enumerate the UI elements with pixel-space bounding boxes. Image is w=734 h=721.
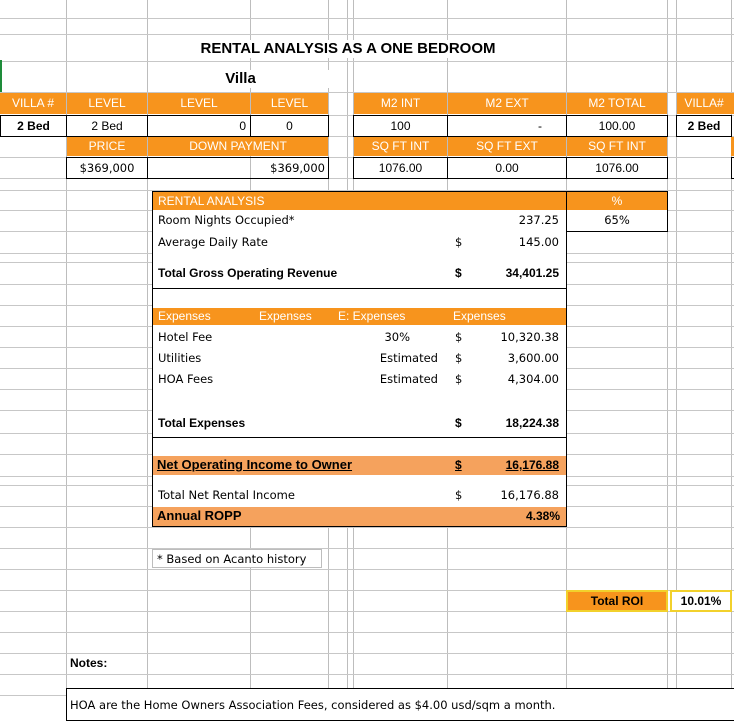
m2-int-value: 100 <box>353 115 448 137</box>
villa-2-value: 2 Bed <box>676 115 732 137</box>
sqft-int-label-2: SQ FT INT <box>567 137 667 156</box>
price-value: $369,000 <box>66 157 148 179</box>
expenses-header-1: Expenses <box>158 309 211 323</box>
expenses-header-2: Expenses <box>259 309 312 323</box>
villa-value: 2 Bed <box>0 115 67 137</box>
level-2-value: 0 <box>147 115 251 137</box>
level-1-value: 2 Bed <box>66 115 148 137</box>
noi-value: 16,176.88 <box>505 458 559 472</box>
total-roi-label: Total ROI <box>566 590 668 612</box>
net-rental-income-label: Total Net Rental Income <box>158 488 295 502</box>
expense-dollar: $ <box>455 372 463 386</box>
occupancy-percent: 65% <box>604 213 630 227</box>
title-line-2: Villa <box>148 70 333 88</box>
gross-separator <box>153 288 566 306</box>
total-expenses-label: Total Expenses <box>158 416 246 430</box>
expense-dollar: $ <box>455 351 463 365</box>
rental-analysis-heading: RENTAL ANALYSIS <box>153 192 566 210</box>
gross-revenue-dollar: $ <box>455 266 462 280</box>
down-payment-label: DOWN PAYMENT <box>148 137 328 156</box>
sqft-int-value: 1076.00 <box>353 157 448 179</box>
gross-revenue-value: 34,401.25 <box>505 266 559 280</box>
expense-label: Hotel Fee <box>158 330 213 344</box>
notes-text: HOA are the Home Owners Association Fees, considered as $4.00 usd/sqm a month. <box>70 698 556 712</box>
expense-basis: Estimated <box>379 351 438 365</box>
title-line-1: RENTAL ANALYSIS AS A ONE BEDROOM <box>148 40 548 58</box>
expenses-separator <box>153 437 566 455</box>
header-m2-int: M2 INT <box>354 93 447 114</box>
header-m2-total: M2 TOTAL <box>567 93 667 114</box>
expense-value: 4,304.00 <box>507 372 559 386</box>
level-3-value: 0 <box>250 115 329 137</box>
down-payment-value: $369,000 <box>147 157 329 179</box>
expense-label: HOA Fees <box>158 372 214 386</box>
sqft-ext-label: SQ FT EXT <box>448 137 566 156</box>
header-level-1: LEVEL <box>67 93 147 114</box>
expenses-header-3: E: Expenses <box>338 309 406 323</box>
room-nights-label: Room Nights Occupied* <box>158 213 295 227</box>
percent-heading: % <box>567 192 667 210</box>
grid-line <box>667 0 668 721</box>
adr-value: 145.00 <box>518 235 559 249</box>
sqft-int-label: SQ FT INT <box>354 137 447 156</box>
total-roi-value: 10.01% <box>670 590 732 612</box>
gross-revenue-label: Total Gross Operating Revenue <box>158 266 338 280</box>
adr-dollar: $ <box>455 235 463 249</box>
m2-ext-value: - <box>447 115 567 137</box>
adr-label: Average Daily Rate <box>158 235 269 249</box>
header-level-3: LEVEL <box>251 93 328 114</box>
net-rental-income-dollar: $ <box>455 488 463 502</box>
selection-marker <box>0 60 2 92</box>
header-m2-ext: M2 EXT <box>448 93 566 114</box>
header-villa: VILLA # <box>0 93 66 114</box>
ropp-label: Annual ROPP <box>157 509 242 523</box>
total-expenses-value: 18,224.38 <box>505 416 559 430</box>
expense-value: 10,320.38 <box>500 330 559 344</box>
price-label: PRICE <box>67 137 147 156</box>
expense-basis: Estimated <box>379 372 438 386</box>
room-nights-value: 237.25 <box>518 213 559 227</box>
footnote: * Based on Acanto history <box>152 549 322 568</box>
sqft-int-value-2: 1076.00 <box>566 157 668 179</box>
noi-label: Net Operating Income to Owner <box>157 458 353 472</box>
expense-dollar: $ <box>455 330 463 344</box>
noi-dollar: $ <box>455 458 462 472</box>
expenses-header-4: Expenses <box>453 309 506 323</box>
expense-basis: 30% <box>384 330 410 344</box>
expense-label: Utilities <box>158 351 202 365</box>
ropp-value: 4.38% <box>525 509 560 523</box>
total-expenses-dollar: $ <box>455 416 462 430</box>
net-rental-income-value: 16,176.88 <box>500 488 559 502</box>
header-level-2: LEVEL <box>148 93 250 114</box>
header-villa-2: VILLA# <box>677 93 731 114</box>
expense-value: 3,600.00 <box>507 351 559 365</box>
notes-label: Notes: <box>70 656 108 670</box>
sqft-ext-value: 0.00 <box>447 157 567 179</box>
m2-total-value: 100.00 <box>566 115 668 137</box>
